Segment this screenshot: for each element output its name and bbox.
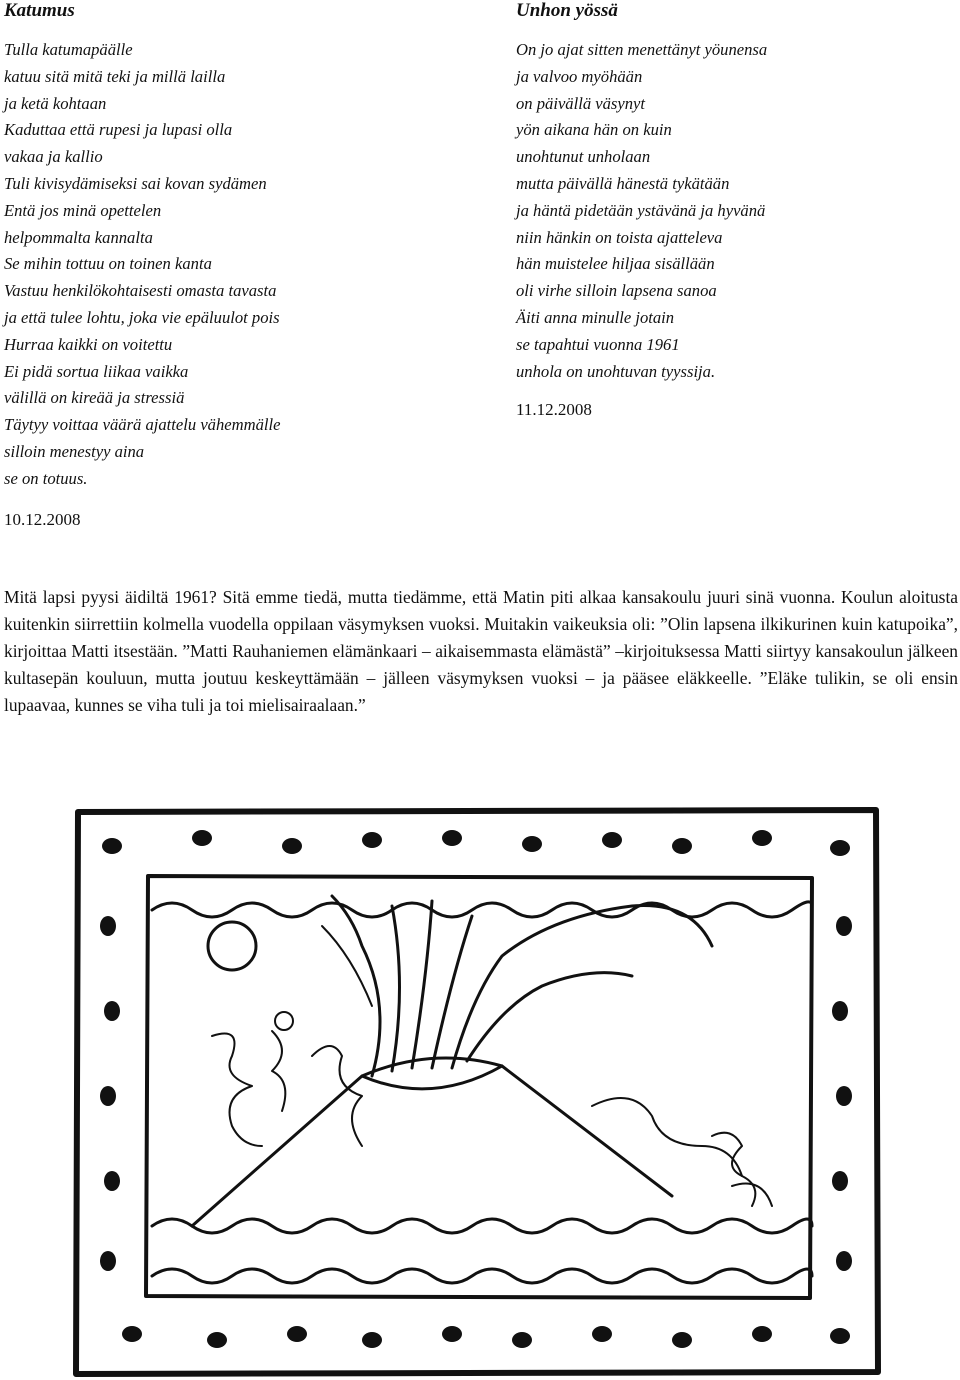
poem-title: Katumus [4, 0, 75, 21]
poem-line: Tuli kivisydämiseksi sai kovan sydämen [4, 173, 267, 193]
poem-line: mutta päivällä hänestä tykätään [516, 173, 730, 193]
poem-line: silloin menestyy aina [4, 441, 145, 461]
poem-line: Vastuu henkilökohtaisesti omasta tavasta [4, 281, 277, 301]
poem-line: Tulla katumapäälle [4, 40, 133, 59]
poem-line: Entä jos minä opettelen [4, 200, 162, 220]
poem-line: katuu sitä mitä teki ja millä lailla [4, 66, 226, 86]
poem-line: Hurraa kaikki on voitettu [4, 334, 173, 354]
poem-line: Äiti anna minulle jotain [516, 307, 675, 327]
poem-unhon-yossa [516, 0, 956, 421]
poem-lines [4, 37, 444, 493]
poem-line: hän muistelee hiljaa sisällään [516, 254, 715, 274]
poem-line: vakaa ja kallio [4, 147, 103, 167]
poem-line: ja ketä kohtaan [4, 93, 107, 113]
poem-line: Se mihin tottuu on toinen kanta [4, 254, 212, 274]
poem-line: Kaduttaa että rupesi ja lupasi olla [4, 120, 233, 140]
prose-paragraph: Mitä lapsi pyysi äidiltä 1961? Sitä emme tiedä, mutta tiedämme, että Matin piti alkaa kansakoulu juuri sinä vuonna. Koulun aloitusta kuitenkin siirrettiin kolmella vuodella oppilaan väsymyksen vuoksi. Muitakin vaikeuksia oli: ”Olin lapsena ilkikurinen kuin katupoika”, kirjoittaa Matti itsestään. ”Matti Rauhaniemen elämänkaari – aikaisemmasta elämästä” –kirjoituksessa Matti siirtyy kansakoulun jälkeen kultasepän kouluun, mutta joutuu keskeyttämään – jälleen väsymyksen vuoksi – ja pääsee eläkkeelle. ”Eläke tulikin, se oli ensin lupaavaa, kunnes se viha tuli ja toi mielisairaalaan.” [4, 587, 958, 715]
poem-line: ja että tulee lohtu, joka vie epäluulot pois [4, 307, 280, 327]
poem-line: Ei pidä sortua liikaa vaikka [4, 361, 189, 381]
poem-line: välillä on kireää ja stressiä [4, 388, 185, 408]
poem-katumus [4, 0, 444, 531]
poem-line: niin hänkin on toista ajatteleva [516, 227, 723, 247]
poem-date: 11.12.2008 [516, 400, 592, 420]
poem-line: ja häntä pidetään ystävänä ja hyvänä [516, 200, 766, 220]
poem-line: helpommalta kannalta [4, 227, 153, 247]
poem-title: Unhon yössä [516, 0, 618, 21]
poem-date: 10.12.2008 [4, 509, 81, 529]
poem-line: On jo ajat sitten menettänyt yöunensa [516, 40, 768, 59]
drawing-svg [72, 806, 882, 1378]
poem-line: se on totuus. [4, 468, 88, 488]
poem-line: oli virhe silloin lapsena sanoa [516, 281, 717, 301]
poem-line: unohtunut unholaan [516, 147, 651, 167]
poem-line: ja valvoo myöhään [516, 66, 643, 86]
ink-drawing-illustration [72, 806, 882, 1378]
poem-lines [516, 37, 956, 385]
poem-line: Täytyy voittaa väärä ajattelu vähemmälle [4, 415, 281, 435]
poem-line: yön aikana hän on kuin [516, 120, 672, 140]
poem-line: se tapahtui vuonna 1961 [516, 334, 680, 354]
poem-line: on päivällä väsynyt [516, 93, 646, 113]
poem-line: unhola on unohtuvan tyyssija. [516, 361, 716, 381]
